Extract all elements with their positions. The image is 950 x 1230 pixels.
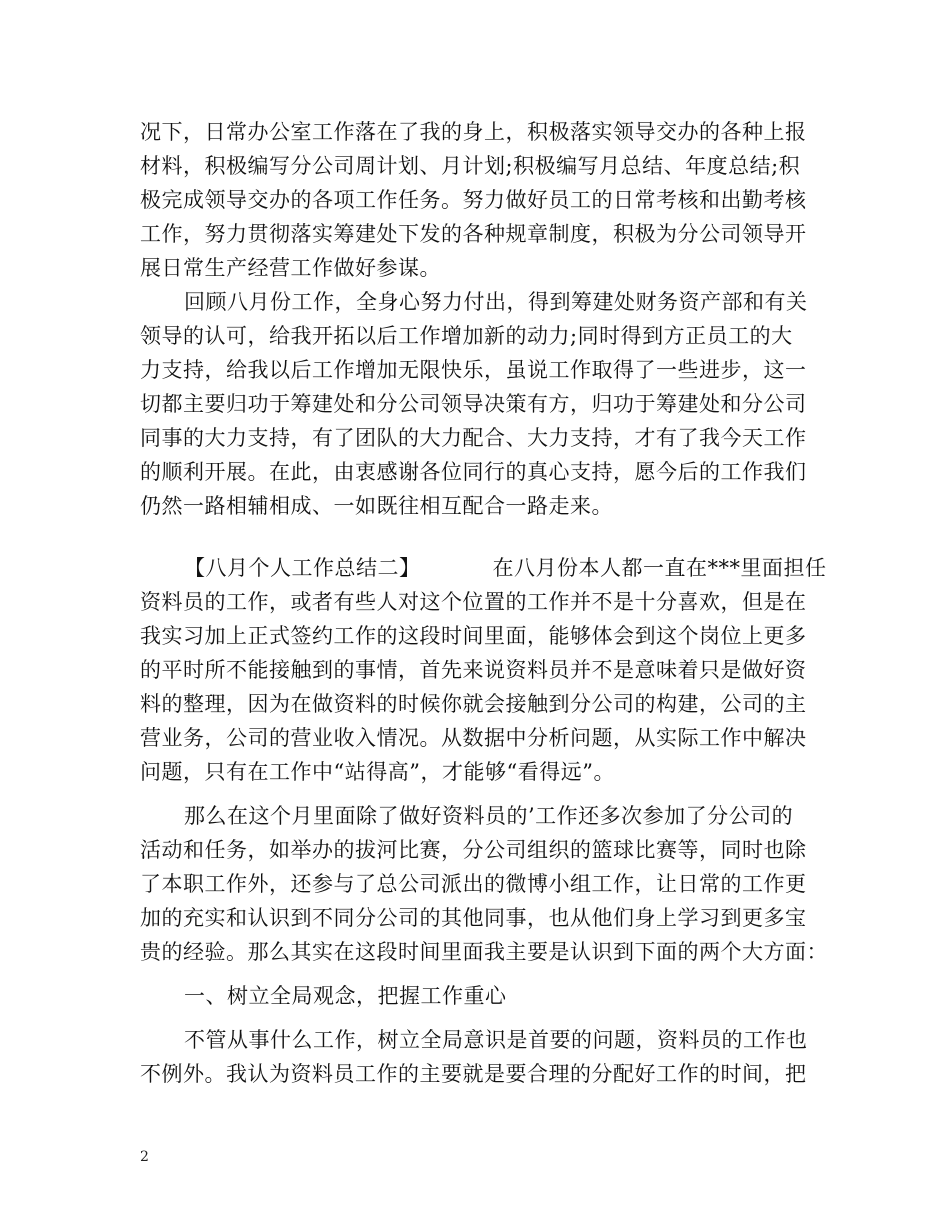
paragraph-line: 加的充实和认识到不同分公司的其他同事，也从他们身上学习到更多宝 xyxy=(140,906,807,930)
paragraph-line: 料的整理，因为在做资料的时候你就会接触到分公司的构建，公司的主 xyxy=(140,692,807,716)
subheading-line: 一、树立全局观念，把握工作重心 xyxy=(184,984,507,1008)
paragraph-line: 况下，日常办公室工作落在了我的身上，积极落实领导交办的各种上报 xyxy=(140,120,807,144)
paragraph-line: 了本职工作外，还参与了总公司派出的微博小组工作，让日常的工作更 xyxy=(140,872,807,896)
paragraph-line: 切都主要归功于筹建处和分公司领导决策有方，归功于筹建处和分公司 xyxy=(140,392,807,416)
paragraph-line: 活动和任务，如举办的拔河比赛，分公司组织的篮球比赛等，同时也除 xyxy=(140,838,807,862)
paragraph-line: 资料员的工作，或者有些人对这个位置的工作并不是十分喜欢，但是在 xyxy=(140,590,807,614)
paragraph-line: 我实习加上正式签约工作的这段时间里面，能够体会到这个岗位上更多 xyxy=(140,624,807,648)
page-number: 2 xyxy=(140,1149,149,1165)
section-heading-line xyxy=(184,553,827,584)
paragraph-line: 力支持，给我以后工作增加无限快乐，虽说工作取得了一些进步，这一 xyxy=(140,358,807,382)
paragraph-line: 的平时所不能接触到的事情，首先来说资料员并不是意味着只是做好资 xyxy=(140,658,807,682)
section-heading: 【八月个人工作总结二】 xyxy=(184,556,421,580)
paragraph-line: 材料，积极编写分公司周计划、月计划;积极编写月总结、年度总结;积 xyxy=(140,154,801,178)
paragraph-line: 极完成领导交办的各项工作任务。努力做好员工的日常考核和出勤考核 xyxy=(140,188,807,212)
paragraph-line: 不管从事什么工作，树立全局意识是首要的问题，资料员的工作也 xyxy=(184,1028,808,1052)
paragraph-line: 的顺利开展。在此，由衷感谢各位同行的真心支持，愿今后的工作我们 xyxy=(140,460,807,484)
paragraph-line: 不例外。我认为资料员工作的主要就是要合理的分配好工作的时间，把 xyxy=(140,1062,807,1086)
section-heading-continuation: 在八月份本人都一直在***里面担任 xyxy=(492,556,827,580)
paragraph-line: 问题，只有在工作中“站得高”，才能够“看得远”。 xyxy=(140,760,615,784)
paragraph-line: 那么在这个月里面除了做好资料员的’工作还多次参加了分公司的 xyxy=(184,804,794,828)
paragraph-line: 工作，努力贯彻落实筹建处下发的各种规章制度，积极为分公司领导开 xyxy=(140,222,807,246)
paragraph-line: 同事的大力支持，有了团队的大力配合、大力支持，才有了我今天工作 xyxy=(140,426,807,450)
paragraph-line: 贵的经验。那么其实在这段时间里面我主要是认识到下面的两个大方面： xyxy=(140,940,828,964)
paragraph-line: 领导的认可，给我开拓以后工作增加新的动力;同时得到方正员工的大 xyxy=(140,324,793,348)
paragraph-line: 展日常生产经营工作做好参谋。 xyxy=(140,256,441,280)
paragraph-line: 仍然一路相辅相成、一如既往相互配合一路走来。 xyxy=(140,494,613,518)
paragraph-line: 回顾八月份工作，全身心努力付出，得到筹建处财务资产部和有关 xyxy=(184,290,808,314)
paragraph-line: 营业务，公司的营业收入情况。从数据中分析问题，从实际工作中解决 xyxy=(140,726,807,750)
